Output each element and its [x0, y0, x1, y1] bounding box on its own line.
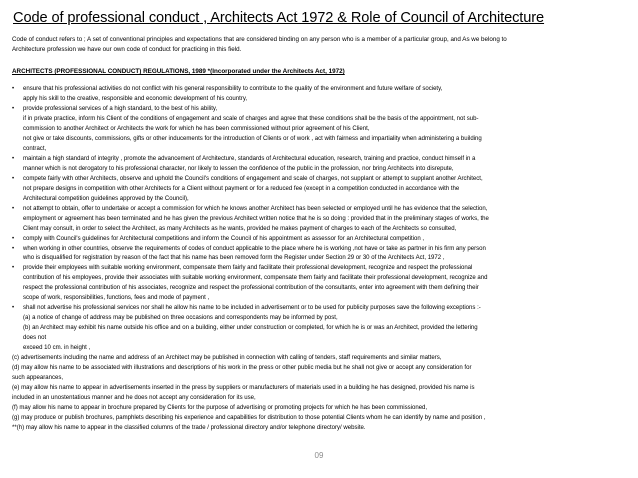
list-line: (d) may allow his name to be associated with illustrations and descriptions of his work in the press or other public media but he shall not give or accept any consideration for [12, 365, 472, 372]
list-line: manner which is not derogatory to his professional character, nor likely to lessen the confidence of the public in the profession, nor bring Architects into disrepute, [23, 165, 454, 172]
list-line: exceed 10 cm. in height , [23, 345, 91, 352]
page-title: Code of professional conduct , Architects Act 1972 & Role of Council of Architecture [13, 10, 545, 26]
list-line: (c) advertisements including the name and address of an Architect may be published in connection with calling of tenders, staff requirements and similar matters, [12, 355, 442, 362]
list-line: (e) may allow his name to appear in advertisements inserted in the press by suppliers or manufacturers of materials used in a building he has designed, provided his name is [12, 385, 475, 392]
list-line: contribution of his employees, provide their associates with suitable working environment, compensate them fairly and facilitate their professional development, recognize and [23, 275, 488, 282]
list-line: such appearances, [12, 375, 64, 382]
list-line: if in private practice, inform his Client of the conditions of engagement and scale of charges and agree that these conditions shall be the basis of the appointment, not sub- [23, 115, 479, 122]
list-line: (b) an Architect may exhibit his name outside his office and on a building, either under construction or completed, for which he is or was an Architect, provided the lettering [23, 325, 478, 332]
regulations-heading: ARCHITECTS (PROFESSIONAL CONDUCT) REGULATIONS, 1989 *(Incorporated under the Architects Act, 1972) [12, 68, 345, 75]
bullet-item: • ensure that his professional activities do not conflict with his general responsibility to contribute to the quality of the environment and future welfare of society, [12, 85, 636, 95]
bullet-item: • compete fairly with other Architects, observe and uphold the Council's conditions of engagement and scale of charges, not supplant or attempt to supplant another Architect, [12, 175, 636, 185]
intro-line: Code of conduct refers to ; A set of conventional principles and expectations that are considered binding on any person who is a member of a particular group, and As we belong to [12, 36, 507, 43]
bullet-item: • comply with Council's guidelines for Architectural competitions and inform the Council of his appointment as assessor for an Architectural competition , [12, 235, 636, 245]
list-line: included in an unostentatious manner and he does not accept any consideration for its use, [12, 395, 256, 402]
list-line: apply his skill to the creative, responsible and economic development of his country, [23, 95, 248, 102]
list-line: contract, [23, 145, 47, 152]
list-line: who is disqualified for registration by reason of the fact that his name has been removed form the Register under Section 29 or 30 of the Architects Act, 1972 , [23, 255, 445, 262]
list-line: **(h) may allow his name to appear in the classified columns of the trade / professional directory and/or telephone directory/ website. [12, 424, 366, 431]
list-line: Client may consult, in order to select the Architect, as many Architects as he wants, provided he makes payment of charges to each of the Architects so consulted, [23, 225, 457, 232]
bullet-item: • provide their employees with suitable working environment, compensate them fairly and facilitate their professional development, recognize and respect the professional [12, 264, 636, 274]
list-line: does not [23, 335, 47, 342]
list-line: (f) may allow his name to appear in brochure prepared by Clients for the purpose of advertising or promoting projects for which he has been commissioned, [12, 405, 428, 411]
list-line: commission to another Architect or Architects the work for which he has been commissioned without prior agreement of his Client, [23, 125, 370, 132]
bullet-item: • when working in other countries, observe the requirements of codes of conduct applicable to the place where he is working ,not have or take as partner in his firm any person [12, 245, 636, 255]
intro-line: Architecture profession we have our own code of conduct for practicing in this field. [12, 45, 242, 53]
list-line: employment or agreement has been terminated and he has given the previous Architect written notice that he is so doing : provided that in the preliminary stages of works, the [23, 215, 489, 222]
list-line: not prepare designs in competition with other Architects for a Client without payment or for a reduced fee (except in a competition conducted in accordance with the [23, 185, 460, 192]
page-number: 09 [314, 451, 324, 460]
list-line: (g) may produce or publish brochures, pamphlets describing his experience and capabilities for distribution to those potential Clients whom he can identify by name and position , [12, 414, 486, 421]
bullet-item: • provide professional services of a high standard, to the best of his ability, [12, 105, 636, 115]
list-line: respect the professional contribution of his associates, recognize and respect the professional contribution of the consultants, enter into agreement with them defining their [23, 285, 479, 292]
list-line: scope of work, responsibilities, functions, fees and mode of payment , [23, 295, 210, 302]
list-line: Architectural competition guidelines approved by the Council), [23, 195, 189, 202]
bullet-item: • not attempt to obtain, offer to undertake or accept a commission for which he knows another Architect has been selected or employed until he has evidence that the selection, [12, 205, 636, 215]
intro-paragraph [12, 35, 634, 55]
list-line: not give or take discounts, commissions, gifts or other inducements for the introduction of Clients or of work , act with fairness and impartiality when administering a building [23, 135, 482, 142]
bullet-item: • maintain a high standard of integrity , promote the advancement of Architecture, standards of Architectural education, research, training and practice, conduct himself in a [12, 155, 636, 165]
regulations-list [12, 85, 636, 434]
bullet-item: • shall not advertise his professional services nor shall he allow his name to be included in advertisement or to be used for publicity purposes save the following exceptions :- [12, 304, 636, 314]
list-line: (a) a notice of change of address may be published on three occasions and correspondents may be informed by post, [23, 315, 338, 322]
